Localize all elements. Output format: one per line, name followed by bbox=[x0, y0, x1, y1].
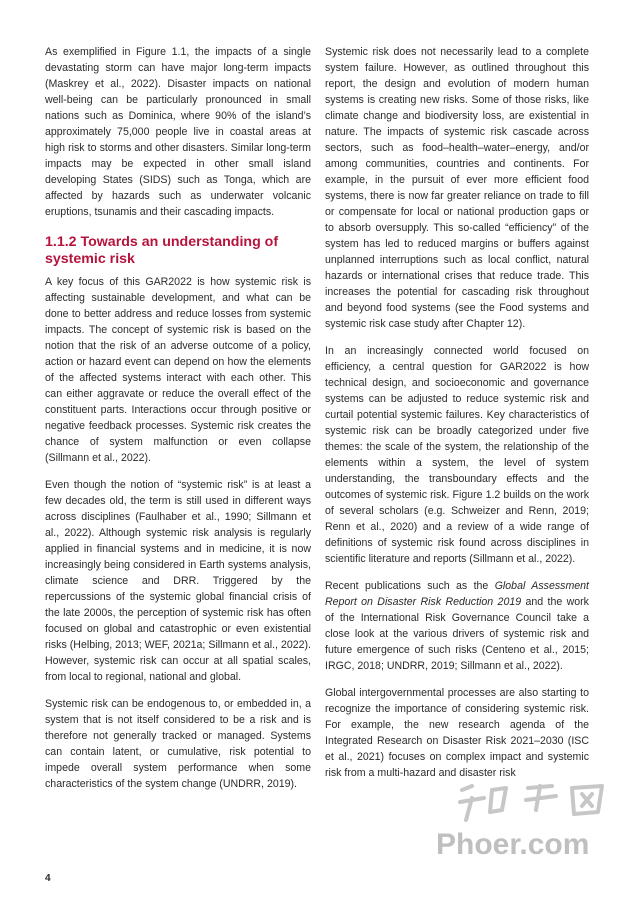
left-column bbox=[45, 44, 311, 803]
right-column bbox=[325, 44, 589, 792]
page-number: 4 bbox=[45, 873, 51, 884]
gar2019-title: Global Assessment Report on Disaster Risk Reduction 2019 bbox=[325, 580, 589, 608]
paragraph-connected-world: In an increasingly connected world focused on efficiency, a central question for GAR2022 is how technical design, and socioeconomic and governance systems can be adjusted to reduce systemic risk and curtail potential systemic failures. Key characteristics of systemic risk can be broadly categorized under five themes: the scale of the system, the relationship of the elements within a system, the level of system understanding, the transboundary effects and the outcomes of systemic risk. Figure 1.2 builds on the work of several scholars (e.g. Schweizer and Renn, 2019; Renn et al., 2020) and a review of a wide range of definitions of systemic risk found across disciplines in scientific literature and reports (Sillmann et al., 2022). bbox=[325, 345, 589, 565]
paragraph-recent-publications bbox=[325, 578, 589, 674]
paragraph-storm-impacts: As exemplified in Figure 1.1, the impacts of a single devastating storm can have major long-term impacts (Maskrey et al., 2022). Disaster impacts on national well-being can be particularly pronounced in small nations such as Dominica, where 90% of the island’s approximately 75,000 people live in coastal areas at high risk to storms and other disasters. Similar long-term impacts may be expected in other small island developing States (SIDS) such as Tonga, which are affected by hazards such as underwater volcanic eruptions, tsunamis and their cascading impacts. bbox=[45, 46, 311, 218]
recent-publications-text-end: and the work of the International Risk Governance Council take a close look at the various drivers of systemic risk and future emergence of such risks (Centeno et al., 2015; IRGC, 2018; UNDRR, 2019; Sillmann et al., 2022). bbox=[325, 596, 589, 672]
watermark-text: Phoer.com bbox=[436, 828, 590, 861]
paragraph-notion-of-systemic-risk: Even though the notion of “systemic risk” is at least a few decades old, the term is still used in different ways across disciplines (Faulhaber et al., 1990; Sillmann et al., 2022). Although systemic risk analysis is regularly applied in financial systems and in medicine, it is now increasingly being considered in Earth systems analysis, climate science and DRR. Triggered by the repercussions of the systemic global financial crisis of the late 2000s, the perception of systemic risk has often focused on global and catastrophic or even existential risks (Helbing, 2013; WEF, 2021a; Sillmann et al., 2022). However, systemic risk can occur at all spatial scales, from local to regional, national and global. bbox=[45, 479, 311, 683]
paragraph-intergovernmental: Global intergovernmental processes are also starting to recognize the importance of considering systemic risk. For example, the new research agenda of the Integrated Research on Disaster Risk 2021–2030 (ISC et al., 2021) focuses on complex impact and systemic risk from a multi-hazard and disaster risk bbox=[325, 687, 589, 779]
paragraph-key-focus: A key focus of this GAR2022 is how systemic risk is affecting sustainable development, and what can be done to better address and reduce losses from systemic impacts. The concept of systemic risk is based on the notion that the risk of an adverse outcome of a policy, action or hazard event can depend on how the elements of the affected systems interact with each other. This can either aggravate or reduce the overall effect of the constituent parts. Interactions occur through positive or negative feedback processes. Systemic risk creates the chance of system malfunction or even collapse (Sillmann et al., 2022). bbox=[45, 276, 311, 464]
paragraph-endogenous-risk: Systemic risk can be endogenous to, or embedded in, a system that is not itself considered to be a risk and is therefore not generally tracked or managed. Systems can contain latent, or cumulative, risk potential to impede overall system performance when some characteristics of the system change (UNDRR, 2019). bbox=[45, 698, 311, 790]
section-heading-systemic-risk: 1.1.2 Towards an understanding of systemic risk bbox=[45, 234, 279, 267]
paragraph-system-failure: Systemic risk does not necessarily lead to a complete system failure. However, as outlined throughout this report, the design and evolution of modern human systems is creating new risks. Some of those risks, like climate change and biodiversity loss, are existential in nature. The impacts of systemic risk cascade across sectors, such as food–health–water–energy, and/or among communities, countries and continents. For example, in the pursuit of ever more efficient food systems, there is now far greater reliance on trade to fill or compensate for local or national production gaps or to absorb oversupply. This so-called “efficiency” of the system has led to reduced margins or buffers against unplanned interruptions such as local conflict, natural hazards or international crises that reduce trade. This increases the potential for cascading risk throughout and beyond food systems (see the Food systems and systemic risk case study after Chapter 12). bbox=[325, 46, 589, 330]
recent-publications-text-start: Recent publications such as the bbox=[325, 580, 495, 592]
watermark-logo bbox=[432, 780, 632, 862]
